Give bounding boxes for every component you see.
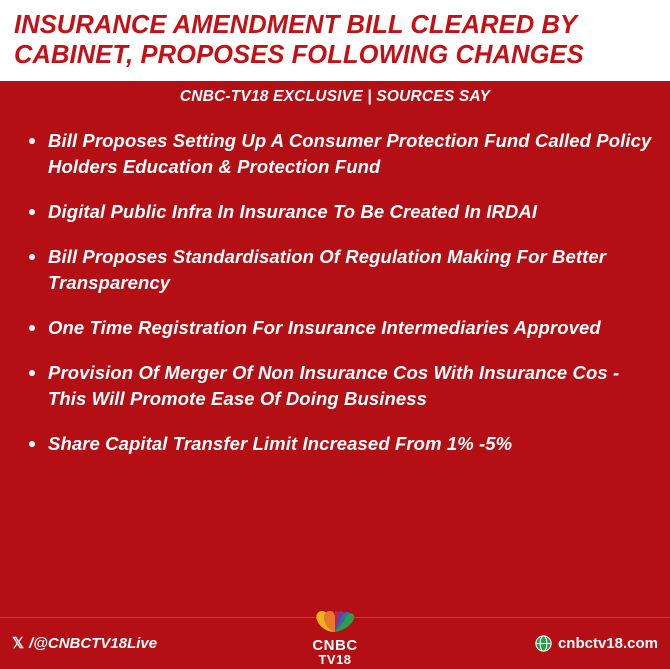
social-handle-group[interactable] [12,635,157,652]
bullet-list [22,128,654,457]
footer-bar [0,617,670,669]
page-title: INSURANCE AMENDMENT BILL CLEARED BY CABINET, PROPOSES FOLLOWING CHANGES [14,11,584,69]
peacock-icon [275,610,395,637]
exclusive-label: CNBC-TV18 EXCLUSIVE | SOURCES SAY [179,88,491,105]
list-item: Provision Of Merger Of Non Insurance Cos With Insurance Cos - This Will Promote Ease Of Doing Business [22,360,654,412]
cnbc-tv18-logo [275,610,395,667]
x-twitter-icon: 𝕏 [12,635,25,652]
list-item: Digital Public Infra In Insurance To Be Created In IRDAI [22,199,654,225]
bullet-list-container [0,114,670,617]
list-item: Bill Proposes Standardisation Of Regulation Making For Better Transparency [22,244,654,296]
list-item: One Time Registration For Insurance Intermediaries Approved [22,315,654,341]
exclusive-band [0,78,670,114]
logo-line-one: CNBC [312,637,358,654]
website-group[interactable] [535,635,658,652]
social-handle-label: /@CNBCTV18Live [29,635,158,652]
globe-icon [535,635,552,652]
website-label: cnbctv18.com [557,635,658,652]
list-item: Bill Proposes Setting Up A Consumer Protection Fund Called Policy Holders Education & Protection Fund [22,128,654,180]
logo-line-two: TV18 [318,652,352,667]
list-item: Share Capital Transfer Limit Increased From 1% -5% [22,431,654,457]
header-band [0,0,670,78]
